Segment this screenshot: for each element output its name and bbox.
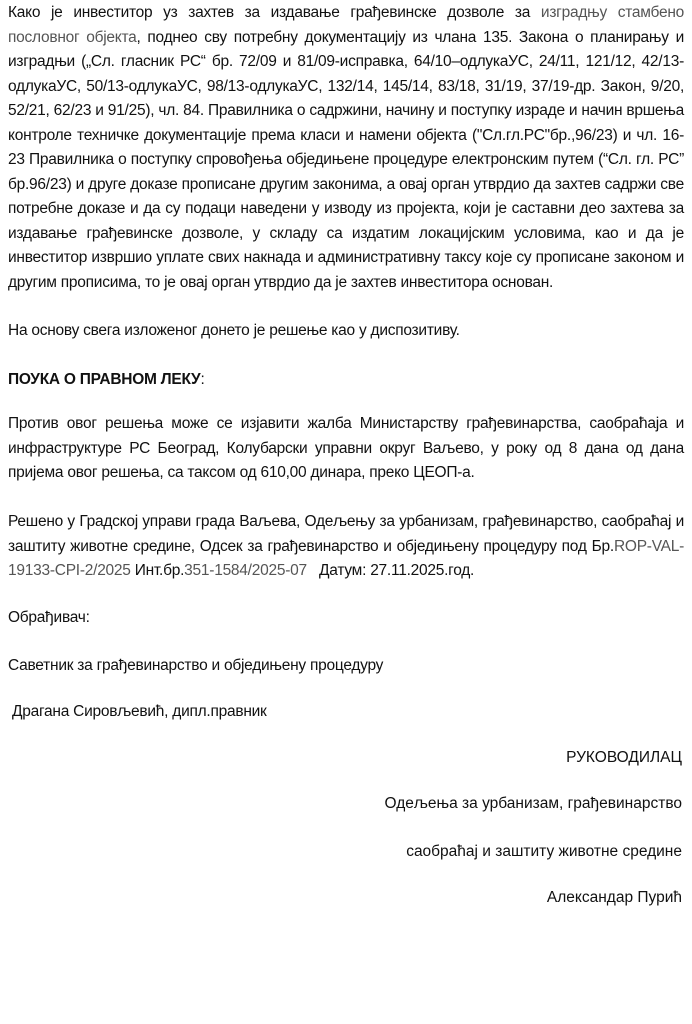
intro-lead-text: Како је инвеститор уз захтев за издавање грађевинске дозволе за — [8, 4, 541, 21]
intro-object-text: изградњу стамбено пословног објекта — [8, 4, 684, 46]
appeal-paragraph: Против овог решења може се изјавити жалба Министарству грађевинарства, саобраћаја и инфраструктуре РС Београд, Колубарски управни округ Ваљево, у року од 8 дана од дана пријема овог решења, са таксом од 610,00 динара, преко ЦЕОП-а. — [8, 415, 684, 481]
decision-date: Датум: 27.11.2025.год. — [306, 562, 475, 579]
intro-paragraph — [8, 1, 684, 295]
internal-number: 351-1584/2025-07 — [184, 562, 307, 579]
decided-paragraph — [8, 510, 684, 584]
head-department-line-2: саобраћај и заштиту животне средине — [406, 843, 682, 860]
intro-rest-text: , поднео сву потребну документацију из члана 135. Закона о планирању и изградњи („Сл. гласник РС“ бр. 72/09 и 81/09-исправка, 64/10–одлукаУС, 24/11, 121/12, 42/13-одлукаУС, 50/13-одлукаУС, 98/13-одлукаУС, 132/14, 145/14, 83/18, 31/19, 37/19-др. Закон, 9/20, 52/21, 62/23 и 91/25), чл. 84. Правилника о садржини, начину и поступку израде и начин вршења контроле техничке документације према класи и намени објекта ("Сл.гл.РС"бр.,96/23) и чл. 16-23 Правилника о поступку спровођења обједињене процедуре електронским путем (“Сл. гл. РС” бр.96/23) и друге доказе прописане другим законима, а овај орган утврдио да захтев садржи све потребне доказе и да су подаци наведени у изводу из пројекта, који је саставни део захтева за издавање грађевинске дозволе, у складу са издатим локацијским условима, као и да је инвеститор извршио уплате свих накнада и административну таксу које су прописане законом и другим прописима, то је овај орган утврдио да је захтев инвеститора основан. — [8, 28, 684, 291]
reference-number: ROP-VAL-19133-CPI-2/2025 — [8, 537, 684, 579]
decided-text: Решено у Градској управи града Ваљева, Одељењу за урбанизам, грађевинарство, саобраћај и заштиту животне средине, Одсек за грађевинарство и обједињену процедуру под Бр. — [8, 513, 684, 555]
advisor-title: Саветник за грађевинарство и обједињену процедуру — [8, 657, 384, 674]
processor-label: Обрађивач: — [8, 609, 90, 626]
legal-notice-title: ПОУКА О ПРАВНОМ ЛЕКУ — [8, 371, 201, 388]
legal-notice-colon: : — [200, 371, 205, 388]
head-department-line-1: Одељења за урбанизам, грађевинарство — [384, 795, 682, 812]
legal-notice-heading — [8, 368, 684, 392]
basis-paragraph: На основу свега изложеног донето је решење као у диспозитиву. — [8, 322, 460, 339]
signatory-name: Драгана Сировљевић, дипл.правник — [12, 703, 267, 720]
head-title: РУКОВОДИЛАЦ — [566, 749, 682, 766]
head-name: Александар Пурић — [546, 889, 682, 906]
internal-number-label: Инт.бр. — [130, 562, 185, 579]
